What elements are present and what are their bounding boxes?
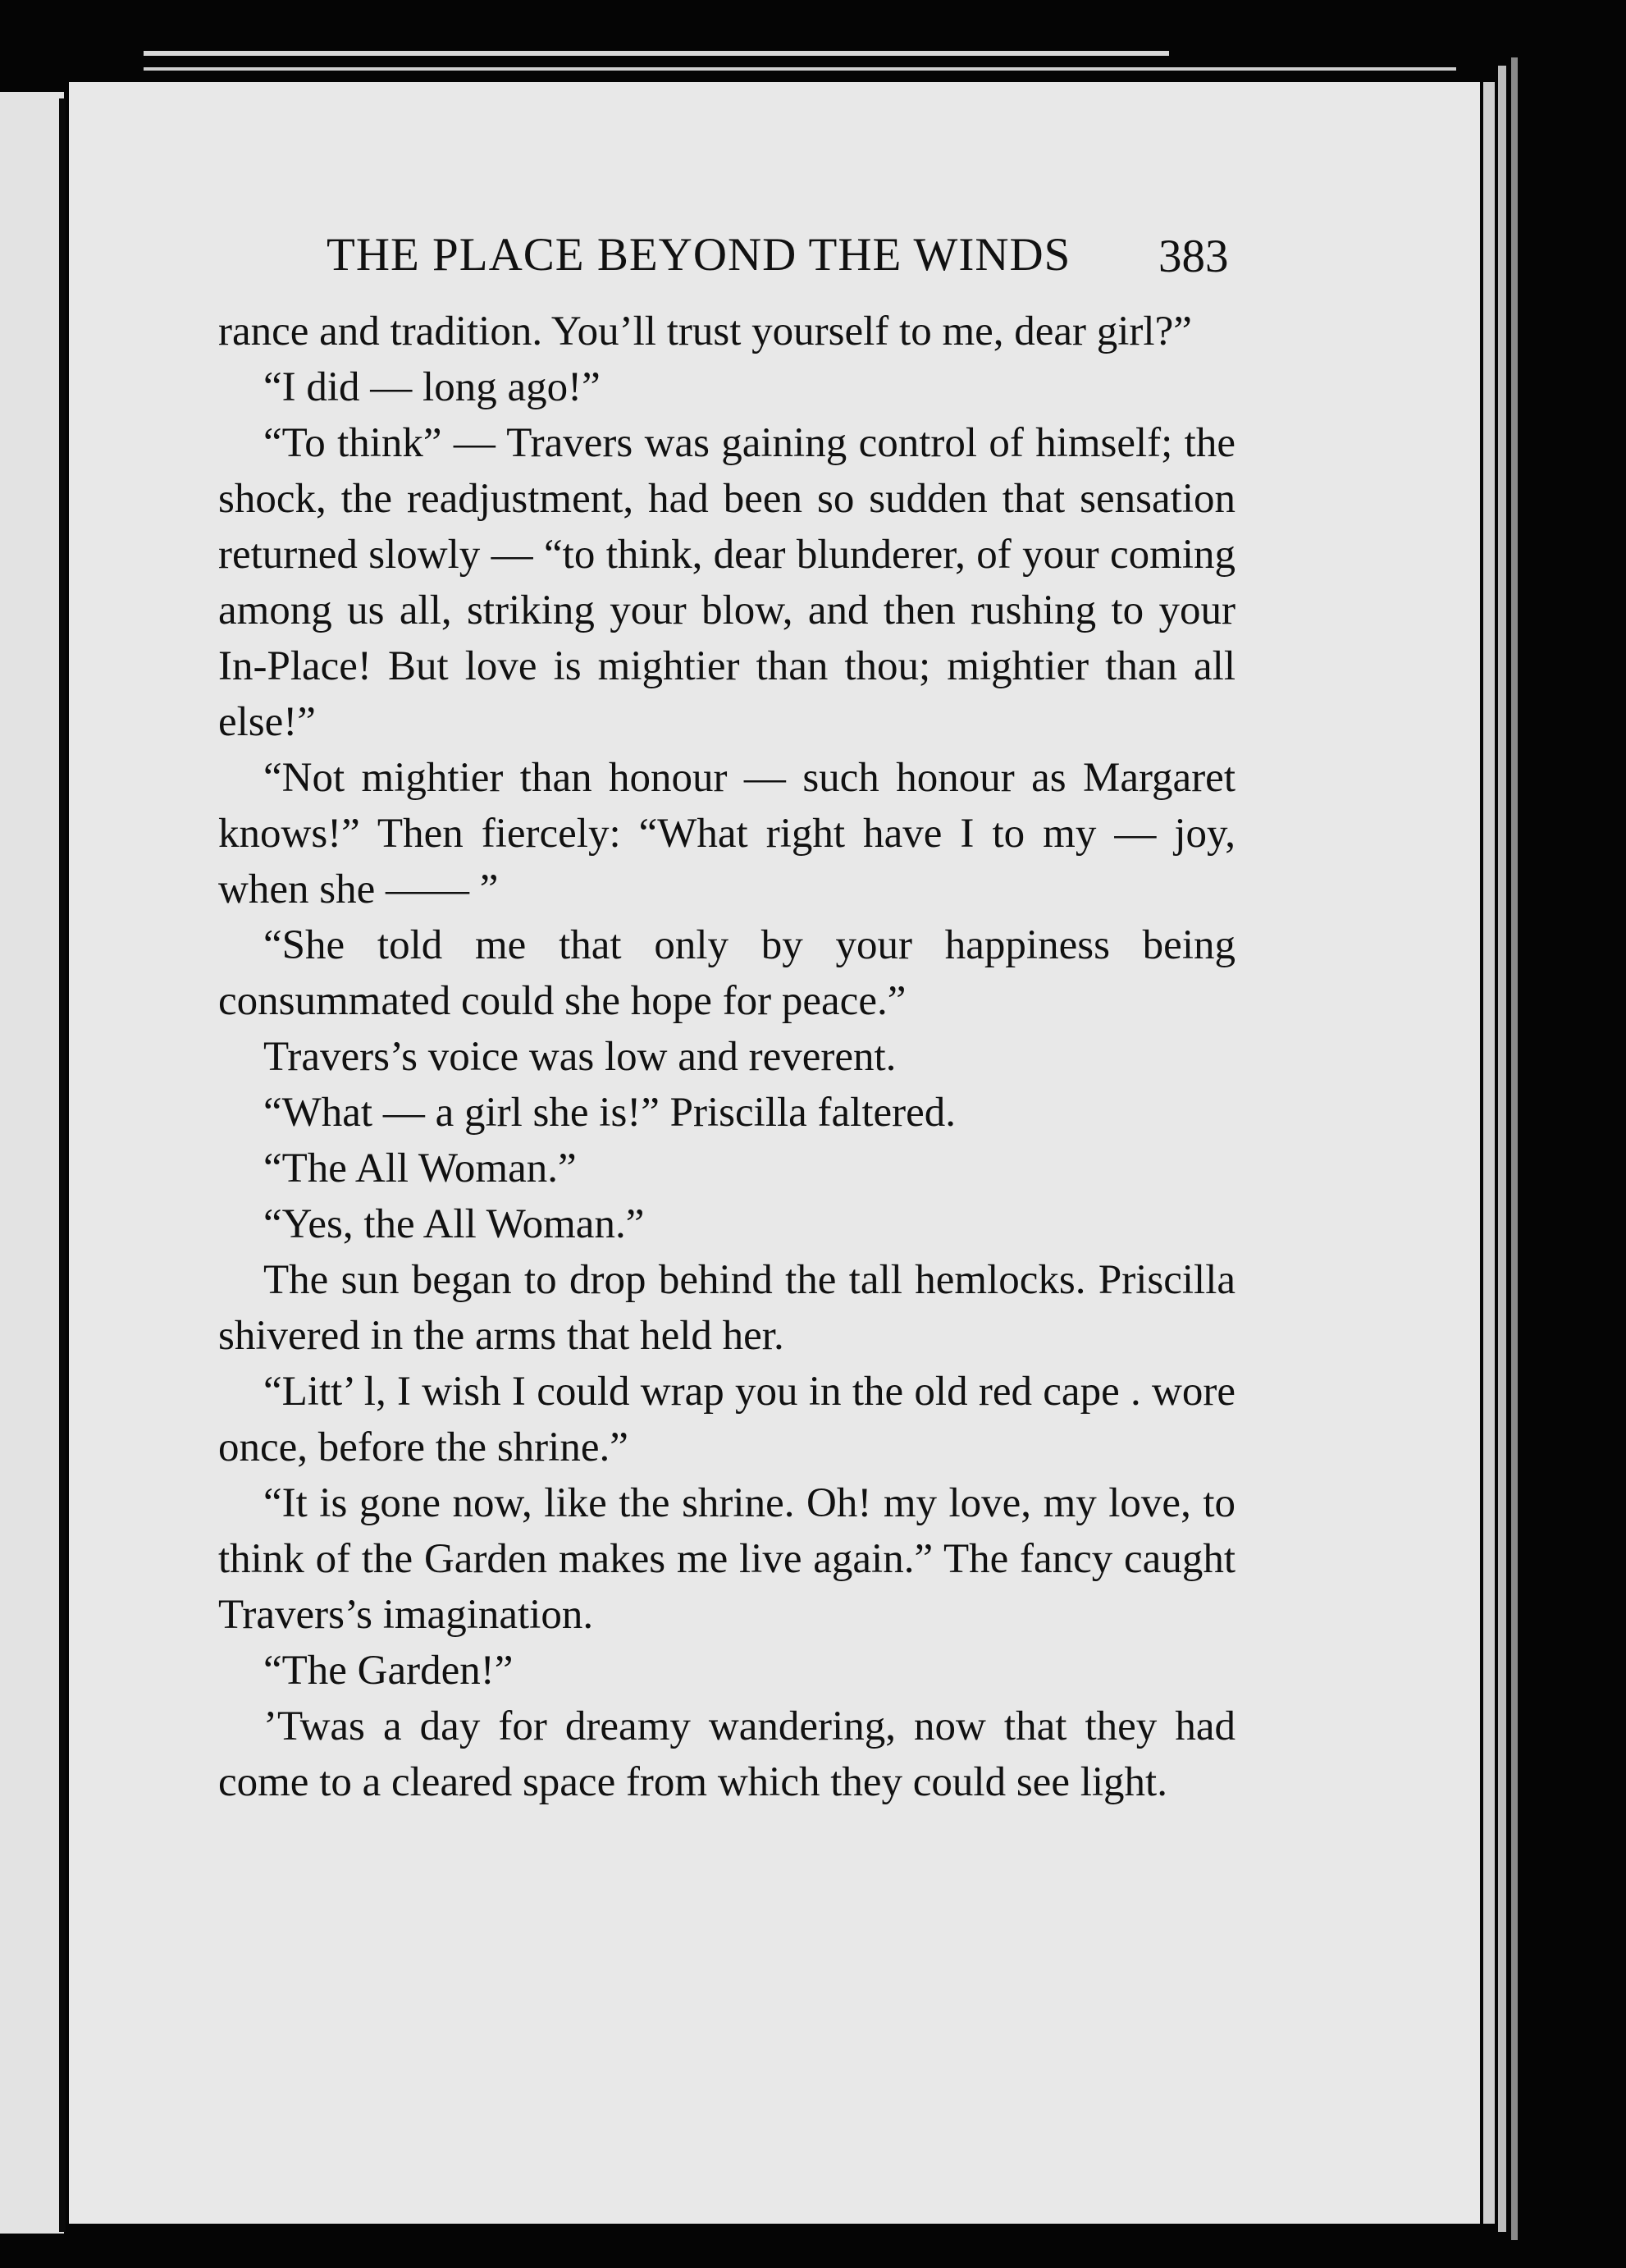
page-body <box>218 304 1235 1810</box>
paragraph: rance and tradition. You’ll trust yourself to me, dear girl?” <box>218 309 1192 354</box>
paragraph: “The Garden!” <box>263 1648 514 1694</box>
book-cover-edge <box>1511 57 1518 2240</box>
binding-gutter <box>59 98 66 2232</box>
paragraph: “I did — long ago!” <box>263 364 601 410</box>
book-top-edge <box>144 51 1169 56</box>
book-top-edge-shadow <box>144 67 1456 71</box>
paragraph: “To think” — Travers was gaining control of himself; the shock, the readjustment, had been so sudden that sensation returned slowly — “to think, dear blunderer, of your coming among us all, striking your blow, and then rushing to your In-Place! But love is mightier than thou; mightier than all else!” <box>218 420 1235 745</box>
paragraph: “Litt’ l, I wish I could wrap you in the old red cape . wore once, before the shrine.” <box>218 1369 1235 1470</box>
paragraph: “What — a girl she is!” Priscilla faltered. <box>263 1090 957 1136</box>
paragraph: Travers’s voice was low and reverent. <box>263 1034 897 1080</box>
facing-page-edge <box>0 92 64 2234</box>
page-number: 383 <box>1158 231 1229 282</box>
paragraph: ’Twas a day for dreamy wandering, now that they had come to a cleared space from which they could see light. <box>218 1703 1235 1805</box>
paragraph: The sun began to drop behind the tall hemlocks. Priscilla shivered in the arms that held her. <box>218 1257 1235 1359</box>
running-head: THE PLACE BEYOND THE WINDS <box>327 229 1071 281</box>
paragraph: “She told me that only by your happiness being consummated could she hope for peace.” <box>218 922 1235 1024</box>
paragraph: “Yes, the All Woman.” <box>263 1201 645 1247</box>
page-stack-edge <box>1498 66 1506 2232</box>
paragraph: “Not mightier than honour — such honour as Margaret knows!” Then fiercely: “What right have I to my — joy, when she —— ” <box>218 755 1235 912</box>
page-stack-edge <box>1483 82 1495 2224</box>
paragraph: “It is gone now, like the shrine. Oh! my love, my love, to think of the Garden makes me live again.” The fancy caught Travers’s imagination. <box>218 1480 1235 1638</box>
paragraph: “The All Woman.” <box>263 1145 577 1191</box>
